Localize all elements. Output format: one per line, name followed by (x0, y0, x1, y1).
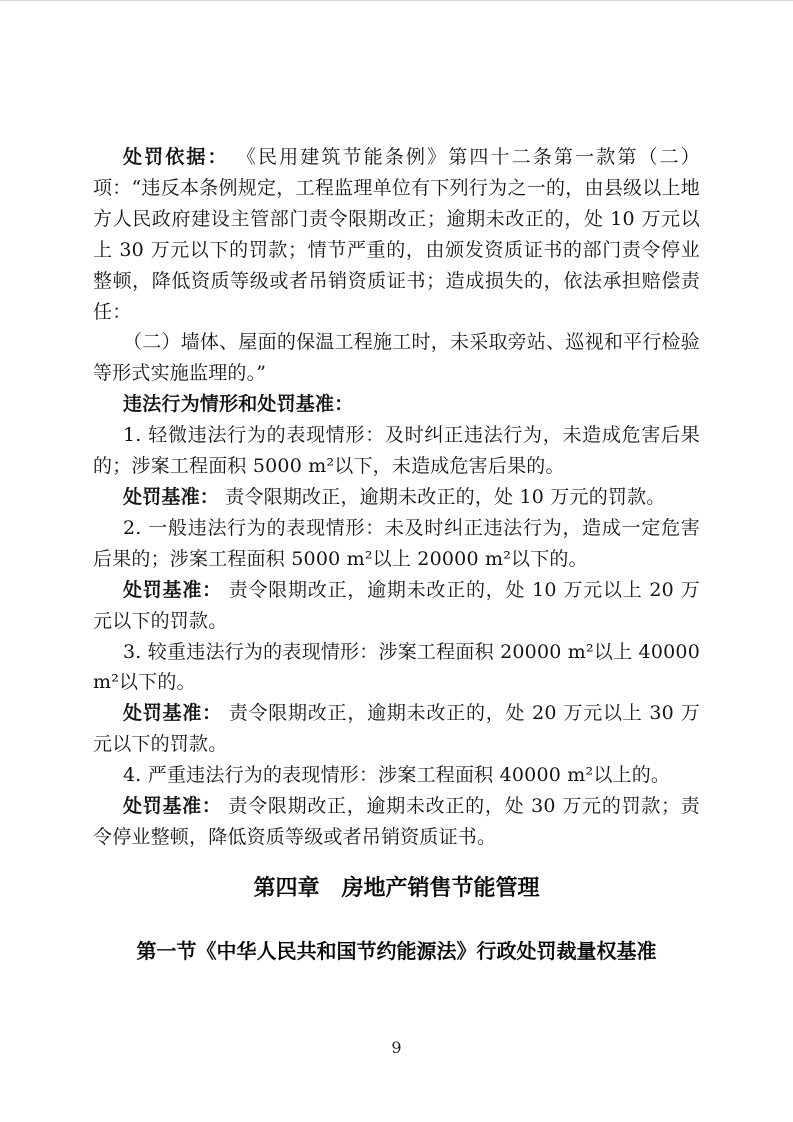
bold-label: 处罚基准： (123, 578, 222, 601)
paragraph-8: 3. 较重违法行为的表现情形：涉案工程面积 20000 m²以上 40000 m²以下的。 (93, 640, 700, 694)
paragraph-1: 处罚依据： 《民用建筑节能条例》第四十二条第一款第（二）项：“违反本条例规定，工程监理单位有下列行为之一的，由县级以上地方人民政府建设主管部门责令限期改正；逾期未改正的，处 10 万元以上 30 万元以下的罚款；情节严重的，由颁发资质证书的部门责令停业整顿，降低资质等级或者吊销资质证书；造成损失的，依法承担赔偿责任： (93, 146, 700, 323)
bold-label: 处罚基准： (123, 795, 222, 818)
paragraph-7: 处罚基准： 责令限期改正，逾期未改正的，处 10 万元以上 20 万元以下的罚款。 (93, 578, 700, 632)
bold-label: 处罚基准： (123, 702, 222, 725)
page-number: 9 (391, 1038, 402, 1057)
bold-label: 违法行为情形和处罚基准： (123, 393, 354, 416)
paragraph-9: 处罚基准： 责令限期改正，逾期未改正的，处 20 万元以上 30 万元以下的罚款。 (93, 702, 700, 756)
paragraph-3 (93, 389, 700, 420)
document-body (93, 142, 700, 853)
paragraph-6: 2. 一般违法行为的表现情形：未及时纠正违法行为，造成一定危害后果的；涉案工程面积 5000 m²以上 20000 m²以下的。 (93, 516, 700, 570)
bold-label: 处罚依据： (123, 146, 229, 168)
chapter-heading: 第四章 房地产销售节能管理 (253, 875, 540, 901)
paragraph-10: 4. 严重违法行为的表现情形：涉案工程面积 40000 m²以上的。 (123, 764, 671, 787)
paragraph-5: 处罚基准： 责令限期改正，逾期未改正的，处 10 万元的罚款。 (123, 485, 666, 508)
paragraph-2: （二）墙体、屋面的保温工程施工时，未采取旁站、巡视和平行检验等形式实施监理的。” (93, 331, 700, 385)
paragraph-4: 1. 轻微违法行为的表现情形：及时纠正违法行为，未造成危害后果的；涉案工程面积 5000 m²以下，未造成危害后果的。 (93, 424, 700, 478)
section-heading: 第一节《中华人民共和国节约能源法》行政处罚裁量权基准 (136, 938, 657, 963)
paragraph-11: 处罚基准： 责令限期改正，逾期未改正的，处 30 万元的罚款；责令停业整顿，降低资质等级或者吊销资质证书。 (93, 795, 700, 848)
bold-label: 处罚基准： (123, 485, 220, 508)
page-top-edge (0, 0, 793, 1)
